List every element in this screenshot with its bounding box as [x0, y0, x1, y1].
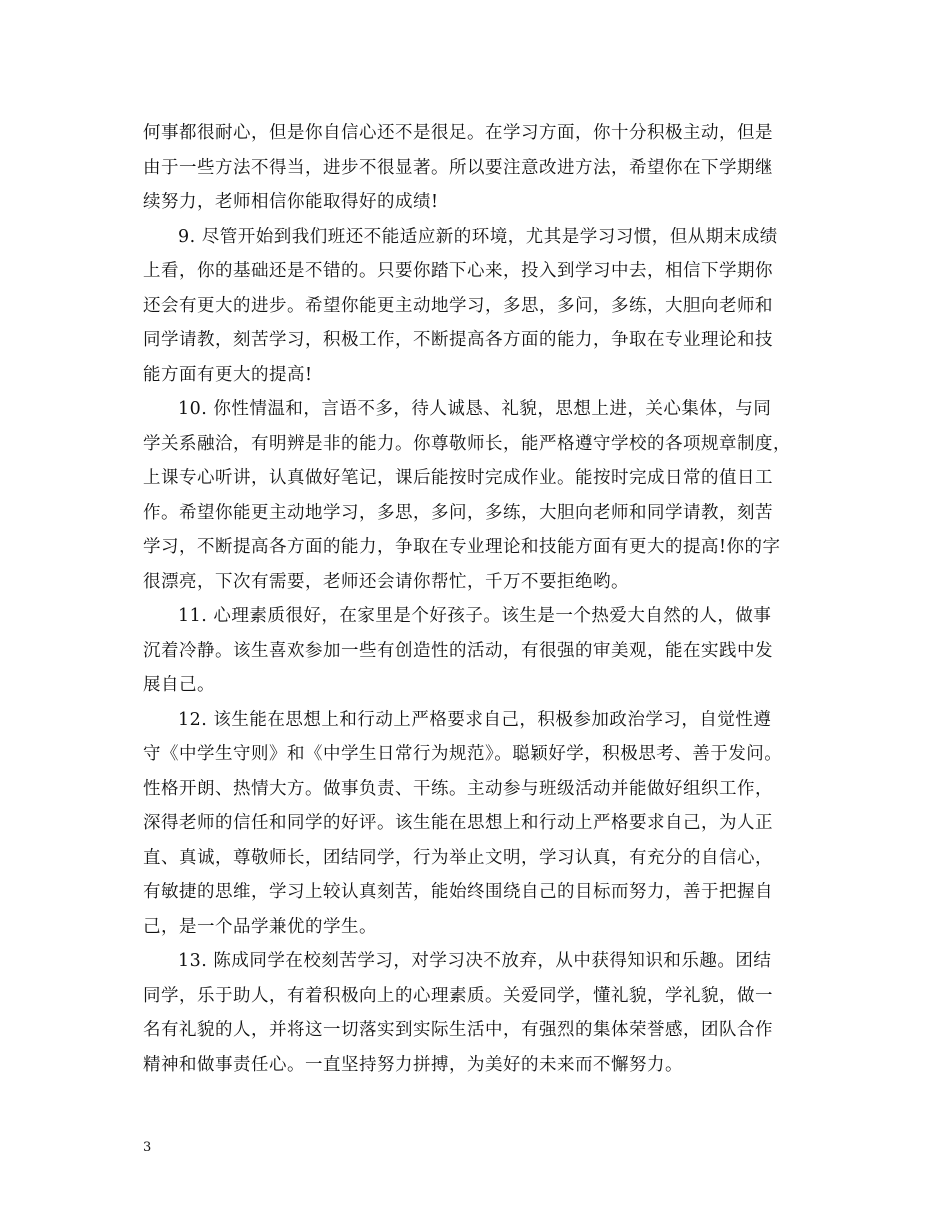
paragraph-item-13	[143, 944, 823, 1082]
text-line: 名有礼貌的人，并将这一切落实到实际生活中，有强烈的集体荣誉感，团队合作	[143, 1020, 773, 1040]
text-line: 性格开朗、热情大方。做事负责、干练。主动参与班级活动并能做好组织工作，	[143, 778, 773, 799]
text-line: 上课专心听讲，认真做好笔记，课后能按时完成作业。能按时完成日常的值日工	[143, 468, 773, 488]
text-line: 展自己。	[143, 675, 215, 695]
text-line: 同学请教，刻苦学习，积极工作，不断提高各方面的能力，争取在专业理论和技	[143, 330, 773, 350]
text-line: 能方面有更大的提高!	[143, 364, 313, 385]
paragraph-item-9	[143, 220, 823, 393]
text-line: 同学，乐于助人，有着积极向上的心理素质。关爱同学，懂礼貌，学礼貌，做一	[143, 985, 773, 1006]
text-line: 己，是一个品学兼优的学生。	[143, 916, 377, 937]
text-line: 深得老师的信任和同学的好评。该生能在思想上和行动上严格要求自己，为人正	[143, 813, 773, 833]
paragraph-item-10	[143, 392, 823, 599]
text-line: 上看，你的基础还是不错的。只要你踏下心来，投入到学习中去，相信下学期你	[143, 261, 773, 281]
text-line: 学习，不断提高各方面的能力，争取在专业理论和技能方面有更大的提高!你的字	[143, 537, 781, 557]
text-line: 9. 尽管开始到我们班还不能适应新的环境，尤其是学习习惯，但从期末成绩	[178, 226, 778, 247]
text-line: 续努力，老师相信你能取得好的成绩!	[143, 192, 439, 212]
text-line: 直、真诚，尊敬师长，团结同学，行为举止文明，学习认真，有充分的自信心，	[143, 847, 773, 868]
text-line: 12. 该生能在思想上和行动上严格要求自己，积极参加政治学习，自觉性遵	[178, 709, 772, 730]
text-line: 作。希望你能更主动地学习，多思，多问，多练，大胆向老师和同学请教，刻苦	[143, 502, 773, 523]
paragraph-continued	[143, 116, 823, 220]
text-line: 沉着冷静。该生喜欢参加一些有创造性的活动，有很强的审美观，能在实践中发	[143, 640, 773, 661]
text-line: 守《中学生守则》和《中学生日常行为规范》。聪颖好学，积极思考、善于发问。	[143, 744, 783, 764]
text-line: 10. 你性情温和，言语不多，待人诚恳、礼貌，思想上进，关心集体，与同	[178, 399, 772, 419]
text-line: 13. 陈成同学在校刻苦学习，对学习决不放弃，从中获得知识和乐趣。团结	[178, 951, 772, 971]
text-line: 由于一些方法不得当，进步不很显著。所以要注意改进方法，希望你在下学期继	[143, 157, 773, 178]
text-line: 何事都很耐心，但是你自信心还不是很足。在学习方面，你十分积极主动，但是	[143, 123, 773, 143]
page-number: 3	[143, 1140, 152, 1155]
text-line: 11. 心理素质很好，在家里是个好孩子。该生是一个热爱大自然的人，做事	[178, 606, 772, 626]
text-line: 还会有更大的进步。希望你能更主动地学习，多思，多问，多练，大胆向老师和	[143, 295, 773, 316]
paragraph-item-11	[143, 599, 823, 703]
paragraph-item-12	[143, 703, 823, 945]
text-line: 学关系融洽，有明辨是非的能力。你尊敬师长，能严格遵守学校的各项规章制度，	[143, 433, 791, 454]
document-body	[143, 116, 823, 1082]
text-line: 很漂亮，下次有需要，老师还会请你帮忙，千万不要拒绝哟。	[143, 571, 629, 592]
text-line: 精神和做事责任心。一直坚持努力拼搏，为美好的未来而不懈努力。	[143, 1054, 683, 1075]
text-line: 有敏捷的思维，学习上较认真刻苦，能始终围绕自己的目标而努力，善于把握自	[143, 882, 773, 902]
